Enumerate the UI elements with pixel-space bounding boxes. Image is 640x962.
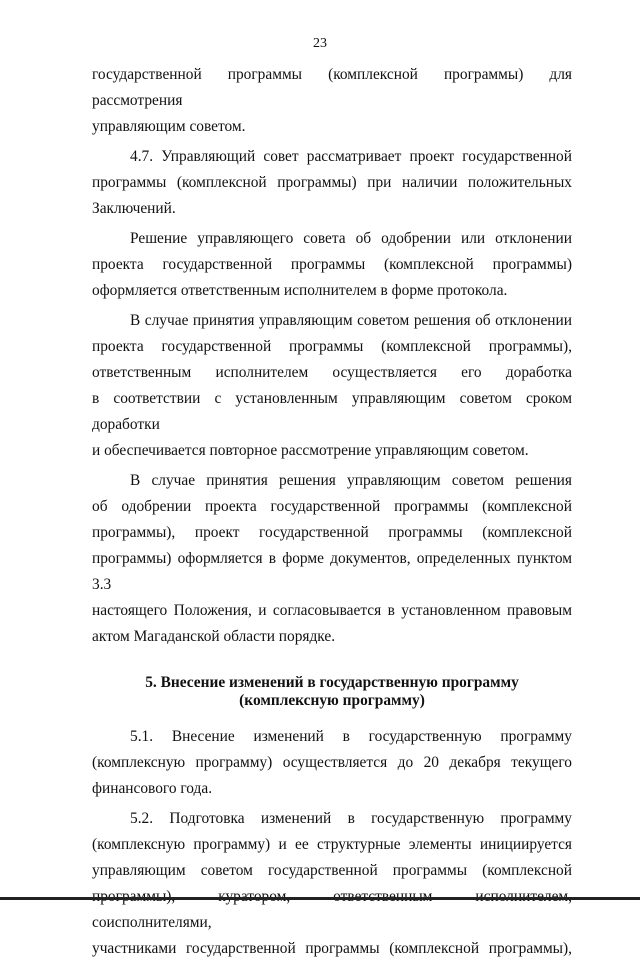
paragraph-decision: Решение управляющего совета об одобрении или отклонении: [130, 230, 572, 247]
text-line: проекта государственной программы (комплексной программы),: [92, 338, 572, 355]
paragraph-approval: В случае принятия решения управляющим советом решения: [130, 472, 572, 489]
text-line: ответственным исполнителем осуществляется его доработка: [92, 364, 572, 381]
text-line: программы) оформляется в форме документов, определенных пунктом 3.3: [92, 550, 572, 593]
text-line: (комплексную программу) и ее структурные элементы инициируется: [92, 836, 572, 853]
paragraph-4-7: 4.7. Управляющий совет рассматривает проект государственной: [130, 148, 572, 165]
section-5-heading: [92, 674, 572, 710]
scan-bottom-edge: [0, 897, 640, 900]
heading-line: (комплексную программу): [239, 692, 425, 709]
text-line: (комплексную программу) осуществляется до 20 декабря текущего: [92, 754, 572, 771]
text-line: актом Магаданской области порядке.: [92, 628, 336, 645]
paragraph-5-2: 5.2. Подготовка изменений в государственную программу: [130, 810, 572, 827]
page-number: 23: [313, 36, 327, 51]
text-line: соисполнителями,: [92, 914, 212, 931]
text-line: программы (комплексной программы) при наличии положительных: [92, 174, 572, 191]
text-line: проекта государственной программы (комплексной программы): [92, 256, 572, 273]
text-line: программы), проект государственной программы (комплексной: [92, 524, 572, 541]
text-line: управляющим советом.: [92, 118, 246, 135]
text-line: настоящего Положения, и согласовывается в установленном правовым: [92, 602, 572, 619]
text-line: Заключений.: [92, 200, 176, 217]
text-line: в соответствии с установленным управляющим советом сроком доработки: [92, 390, 572, 433]
text-line: финансового года.: [92, 780, 213, 797]
text-line: участниками государственной программы (комплексной программы),: [92, 940, 572, 957]
text-line: управляющим советом государственной программы (комплексной: [92, 862, 572, 879]
text-line: государственной программы (комплексной программы) для рассмотрения: [92, 66, 572, 109]
text-line: об одобрении проекта государственной программы (комплексной: [92, 498, 572, 515]
text-line: и обеспечивается повторное рассмотрение управляющим советом.: [92, 442, 529, 459]
text-line: оформляется ответственным исполнителем в форме протокола.: [92, 282, 508, 299]
heading-line: 5. Внесение изменений в государственную программу: [145, 674, 519, 691]
document-body: [92, 62, 572, 962]
paragraph-rejection: В случае принятия управляющим советом решения об отклонении: [130, 312, 572, 329]
paragraph-5-1: 5.1. Внесение изменений в государственную программу: [130, 728, 572, 745]
